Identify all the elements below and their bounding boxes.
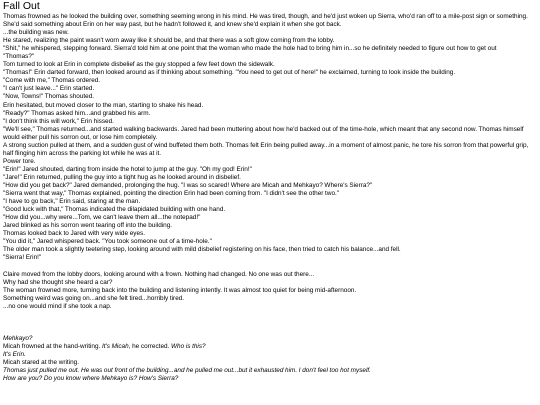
paragraph	[3, 190, 537, 198]
paragraph	[3, 295, 537, 303]
text-run: The older man took a slightly teetering step, looking around with mild disbelief registering on his face, then tried to catch his balance...and fell.	[3, 246, 401, 254]
paragraph	[3, 238, 537, 246]
text-run: "I can't just leave..." Erin started.	[3, 85, 95, 93]
paragraph	[3, 13, 537, 29]
text-run: "Now, Towns!" Thomas shouted.	[3, 93, 95, 101]
blank-line	[3, 262, 537, 270]
text-run: "Sierra! Erin!"	[3, 254, 42, 262]
blank-line	[3, 327, 537, 335]
paragraph	[3, 69, 537, 77]
paragraph	[3, 198, 537, 206]
paragraph	[3, 37, 537, 45]
paragraph	[3, 279, 537, 287]
paragraph	[3, 246, 537, 254]
paragraph	[3, 287, 537, 295]
text-run: Power tore.	[3, 157, 36, 165]
text-run: The woman frowned more, turning back into the building and listening intently. It was almost too quiet for being mid-afternoon.	[3, 286, 357, 294]
paragraph	[3, 93, 537, 101]
text-run: Micah frowned at the hand-writing.	[3, 342, 102, 350]
story-body	[0, 13, 540, 383]
text-run: He stared, realizing the paint wasn't worn away like it should be, and that there was a soft glow coming from the lobby.	[3, 37, 335, 45]
paragraph	[3, 61, 537, 69]
paragraph	[3, 142, 537, 158]
italic-text: How are you? Do you know where Mehkayo is? How's Sierra?	[3, 375, 179, 383]
text-run: Thomas frowned as he looked the building over, something seeming wrong in his mind. He was tired, though, and he'd just woken up Sierra, who'd ran off to a mile-post sign or something. She'd said something about Erin on her way past, but he hadn't followed it, and knew she'd explain it when she got back.	[3, 13, 528, 29]
paragraph	[3, 29, 537, 37]
text-run: "How did you...why were...Tom, we can't leave them all...the notepad!"	[3, 214, 201, 222]
paragraph	[3, 77, 537, 85]
paragraph	[3, 222, 537, 230]
paragraph	[3, 45, 537, 53]
paragraph	[3, 110, 537, 118]
text-run: "Shit," he whispered, stepping forward. Sierra'd told him at one point that the woman who made the hole had to bring him in...so he definitely needed to figure out how to get out	[3, 45, 497, 53]
text-run: Micah stared at the writing.	[3, 359, 79, 367]
paragraph	[3, 166, 537, 174]
story-title: Fall Out	[3, 0, 40, 12]
text-run: ...no one would mind if she took a nap.	[3, 302, 112, 310]
text-run: "Come with me," Thomas ordered.	[3, 77, 101, 85]
text-run: "Thomas!" Erin darted forward, then looked around as if thinking about something. "You need to get out of here!" he exclaimed, turning to look inside the building.	[3, 69, 456, 77]
blank-line	[3, 311, 537, 319]
text-run: "You did it," Jared whispered back. "You took someone out of a time-hole."	[3, 238, 212, 246]
text-run: "Good luck with that," Thomas indicated the dilapidated building with one hand.	[3, 206, 226, 214]
italic-text: Thomas just pulled me out. He was out front of the building...and he pulled me out...but it exhausted him. I don't feel too hot myself.	[3, 367, 371, 375]
paragraph	[3, 174, 537, 182]
paragraph	[3, 335, 537, 343]
paragraph	[3, 118, 537, 126]
text-run: "Erin!" Jared shouted, darting from inside the hotel to jump at the guy. "Oh my god! Erin!"	[3, 165, 252, 173]
italic-text: Who is this?	[171, 342, 206, 350]
text-run: Why had she thought she heard a car?	[3, 278, 113, 286]
text-run: , he corrected.	[128, 342, 171, 350]
blank-line	[3, 319, 537, 327]
paragraph	[3, 102, 537, 110]
paragraph	[3, 271, 537, 279]
text-run: "Thomas?"	[3, 53, 35, 61]
text-run: Thomas looked back to Jared with very wide eyes.	[3, 230, 145, 238]
paragraph	[3, 158, 537, 166]
text-run: "How did you get back?" Jared demanded, prolonging the hug. "I was so scared! Where are Micah and Mehkayo? Where's Sierra?"	[3, 181, 373, 189]
text-run: Tom turned to look at Erin in complete disbelief as the guy stopped a few feet down the sidewalk.	[3, 61, 275, 69]
paragraph	[3, 367, 537, 375]
text-run: ...the building was new.	[3, 29, 69, 37]
paragraph	[3, 359, 537, 367]
text-run: "Jare!" Erin returned, pulling the guy into a tight hug as he looked around in disbelief.	[3, 173, 241, 181]
paragraph	[3, 126, 537, 142]
paragraph	[3, 351, 537, 359]
text-run: "Ready?" Thomas asked him...and grabbed his arm.	[3, 109, 151, 117]
text-run: Erin hesitated, but moved closer to the man, starting to shake his head.	[3, 101, 204, 109]
text-run: "I don't think this will work," Erin hissed.	[3, 117, 114, 125]
italic-text: It's Erin.	[3, 350, 26, 358]
text-run: "I have to go back," Erin said, staring at the man.	[3, 198, 141, 206]
text-run: Claire moved from the lobby doors, looking around with a frown. Nothing had changed. No one was out there...	[3, 270, 315, 278]
paragraph	[3, 182, 537, 190]
text-run: "We'll see," Thomas returned...and started walking backwards. Jared had been muttering about how he'd backed out of the time-hole, which meant that any second now. Thomas himself would either pull his sorron out, or lose him completely.	[3, 125, 524, 141]
paragraph	[3, 303, 537, 311]
text-run: "Sierra went that way," Thomas explained, pointing the direction Erin had been coming from. "I didn't see the other two."	[3, 190, 340, 198]
paragraph	[3, 230, 537, 238]
paragraph	[3, 343, 537, 351]
paragraph	[3, 53, 537, 61]
paragraph	[3, 206, 537, 214]
paragraph	[3, 214, 537, 222]
text-run: Something weird was going on...and she felt tired...horribly tired.	[3, 294, 185, 302]
text-run: A strong suction pulled at them, and a sudden gust of wind buffeted them both. Thomas felt Erin being pulled away...in a moment of almost panic, he tore his sorron from that powerful grip, half flinging him across the parking lot while he was at it.	[3, 141, 529, 157]
paragraph	[3, 85, 537, 93]
text-run: Jared blinked as his sorron went tearing off into the building.	[3, 222, 173, 230]
paragraph	[3, 375, 537, 383]
italic-text: It's Micah	[101, 342, 129, 350]
paragraph	[3, 254, 537, 262]
italic-text: Mehkayo?	[3, 334, 33, 342]
